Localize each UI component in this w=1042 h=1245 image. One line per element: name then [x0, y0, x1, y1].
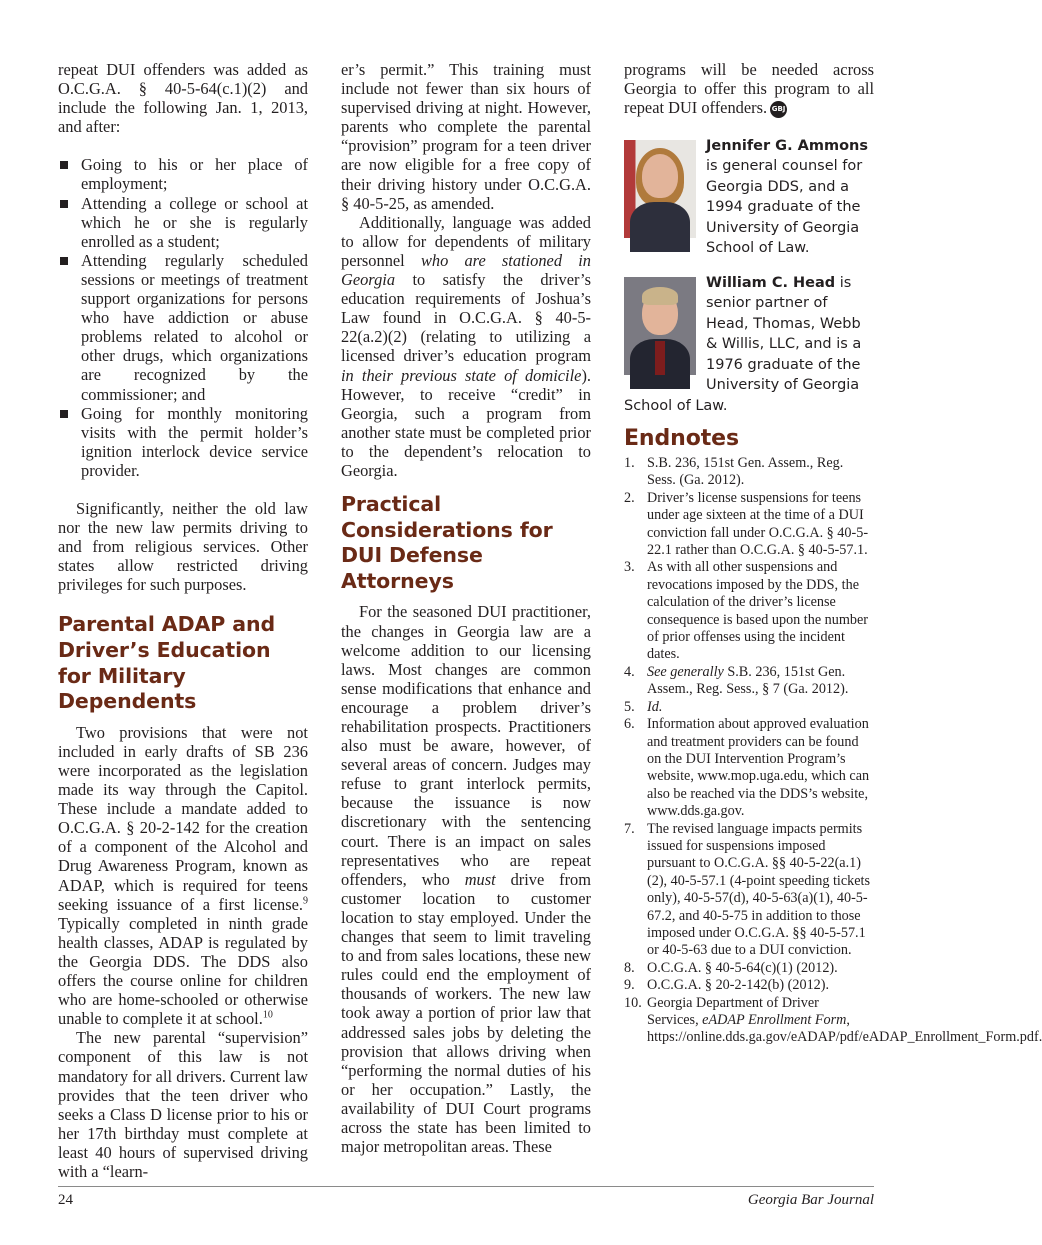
body-text: Two provisions that were not included in early drafts of SB 236 were incorporated as the legislation made its way through the Capitol. These include a mandate added to O.C.G.A. § 20-2-142 for the creation of a component of the Alcohol and Drug Awareness Program, known as ADAP, which is required for teens seeking issuance of a first license. — [58, 722, 308, 914]
list-item: Going for monthly monitoring visits with the permit holder’s ignition interlock device service provider. — [58, 404, 308, 480]
body-text: to satisfy the driver’s education requirements of Joshua’s Law found in O.C.G.A. § 40-5-22(a.2)(2) (relating to utilizing a licensed driver’s education program — [341, 270, 591, 366]
endnote-item: 4. See generally S.B. 236, 151st Gen. Assem., Reg. Sess., § 7 (Ga. 2012). — [624, 663, 849, 698]
author-bio-text: is general counsel for Georgia DDS, and a 1994 graduate of the University of Georgia School of Law. — [706, 158, 863, 257]
italic-text: who are stationed in Georgia — [341, 250, 591, 290]
endnote-item: 5. Id. — [624, 698, 663, 715]
endnote-item: 9. O.C.G.A. § 20-2-142(b) (2012). — [624, 977, 830, 994]
section-heading-parental-adap: Parental ADAP and Driver’s Education for Military Dependents — [58, 612, 276, 714]
column-3 — [624, 60, 1042, 1047]
footnote-ref: 10 — [262, 1009, 273, 1021]
endnote-item: 6. Information about approved evaluation and treatment providers can be found on the DUI Intervention Program’s website, www.mop.uga.edu, which can also be reached via the DDS’s website, www.dds.ga.gov. — [624, 716, 870, 820]
endnote-item: 7. The revised language impacts permits issued for suspensions imposed pursuant to O.C.G.A. §§ 40-5-22(a.1)(2), 40-5-57.1 (4-point speeding tickets only), 40-5-57(d), 40-5-63(a)(1), 40-5-67.2, and 40-5-75 in addition to those imposed under O.C.G.A. §§ 40-5-57.1 or 40-5-63 due to a DUI conviction. — [624, 820, 871, 959]
column-1 — [58, 60, 308, 1181]
author-bio-text: is senior partner of Head, Thomas, Webb & Willis, LLC, and is a 1976 graduate of the University of Georgia School of Law. — [624, 274, 862, 414]
body-paragraph: The new parental “supervision” component of this law is not mandatory for all drivers. Current law provides that the teen driver who seeks a Class D license prior to his or her 17th birthday must complete at least 40 hours of supervised driving with a “learn- — [58, 1028, 308, 1181]
body-text: Typically completed in ninth grade health classes, ADAP is regulated by the Georgia DDS. The DDS also offers the course online for children who are home-schooled or otherwise unable to complete it at school. — [58, 913, 308, 1029]
body-paragraph: er’s permit.” This training must include not fewer than six hours of supervised driving at night. However, parents who complete the parental “provision” program for a teen driver are now eligible for a free copy of their driving history under O.C.G.A. § 40-5-25, as amended. — [341, 60, 591, 213]
gbj-end-mark-icon: GBJ — [770, 101, 787, 118]
endnote-item: 1. S.B. 236, 151st Gen. Assem., Reg. Sess. (Ga. 2012). — [624, 455, 844, 489]
body-paragraph — [341, 213, 591, 480]
list-item: Attending regularly scheduled sessions or meetings of treatment support organizations for persons who have addiction or abuse problems related to alcohol or other drugs, which organizations are recognized by the commissioner; and — [58, 251, 308, 404]
list-item: Attending a college or school at which he or she is regularly enrolled as a student; — [58, 194, 308, 251]
endnote-item: 3. As with all other suspensions and revocations imposed by the DDS, the calculation of the driver’s license consequence is based upon the number of prior offenses using the incident dates. — [624, 559, 869, 663]
section-heading-practical-considerations: Practical Considerations for DUI Defense Attorneys — [341, 492, 553, 593]
endnotes-list — [624, 455, 1042, 1047]
list-item: Going to his or her place of employment; — [58, 155, 308, 193]
intro-paragraph: repeat DUI offenders was added as O.C.G.A. § 40-5-64(c.1)(2) and include the following Jan. 1, 2013, and after: — [58, 60, 308, 137]
footnote-ref: 9 — [303, 895, 308, 907]
permitted-purposes-list — [58, 155, 308, 480]
column-2 — [341, 60, 591, 1156]
body-text: Additionally, language was added to allow for dependents of military personnel — [341, 212, 591, 270]
body-text: For the seasoned DUI practitioner, the changes in Georgia law are a welcome addition to our licensing laws. Most changes are common sense modifications that enhance and encourage a problem driver’s rehabilitation prospects. Practitioners also must be aware, however, of several areas of concern. Judges may refuse to grant interlock permits, because the issuance is now discretionary with the sentencing court. There is an impact on sales representatives who are repeat offenders, who — [341, 602, 591, 889]
italic-text: in their previous state of domicile — [341, 365, 582, 385]
author-bio-ammons — [624, 136, 874, 259]
endnote-item: 10. Georgia Department of Driver Services, eADAP Enrollment Form, https://online.dds.ga.gov/eADAP/pdf/eADAP_Enrollment_Form.pdf. — [624, 994, 1042, 1046]
footer-rule — [58, 1186, 874, 1187]
religious-services-paragraph: Significantly, neither the old law nor the new law permits driving to and from religious services. Other states allow restricted driving privileges for such purposes. — [58, 498, 308, 595]
body-text: ). However, to receive “credit” in Georgia, such a program from another state must be completed prior to the dependent’s relocation to Georgia. — [341, 365, 591, 480]
author-name: Jennifer G. Ammons — [706, 137, 868, 154]
endnote-item: 2. Driver’s license suspensions for teens under age sixteen at the time of a DUI conviction fall under O.C.G.A. § 40-5-22.1 rather than O.C.G.A. § 40-5-57.1. — [624, 489, 869, 559]
closing-paragraph — [624, 60, 874, 118]
journal-title: Georgia Bar Journal — [747, 1192, 874, 1208]
author-photo-head — [624, 277, 696, 375]
body-text: programs will be needed across Georgia to offer this program to all repeat DUI offenders. — [624, 60, 874, 118]
body-paragraph — [58, 723, 308, 1029]
body-text: drive from customer location to customer location to stay employed. Under the changes that seem to limit traveling to and from sales locations, these new rules could end the employment of thousands of workers. The new law took away a portion of prior law that addressed sales jobs by deleting the provision that allows driving when “performing the normal duties of his or her occupation.” Lastly, the availability of DUI Court programs across the state has been limited to major metropolitan areas. These — [341, 869, 591, 1157]
author-name: William C. Head — [706, 274, 836, 291]
page-number: 24 — [58, 1192, 73, 1208]
author-bio-head — [624, 273, 874, 417]
italic-text: must — [464, 869, 496, 889]
author-photo-ammons — [624, 140, 696, 238]
endnote-item: 8. O.C.G.A. § 40-5-64(c)(1) (2012). — [624, 959, 838, 976]
endnotes-heading: Endnotes — [624, 426, 739, 452]
body-paragraph — [341, 602, 591, 1156]
